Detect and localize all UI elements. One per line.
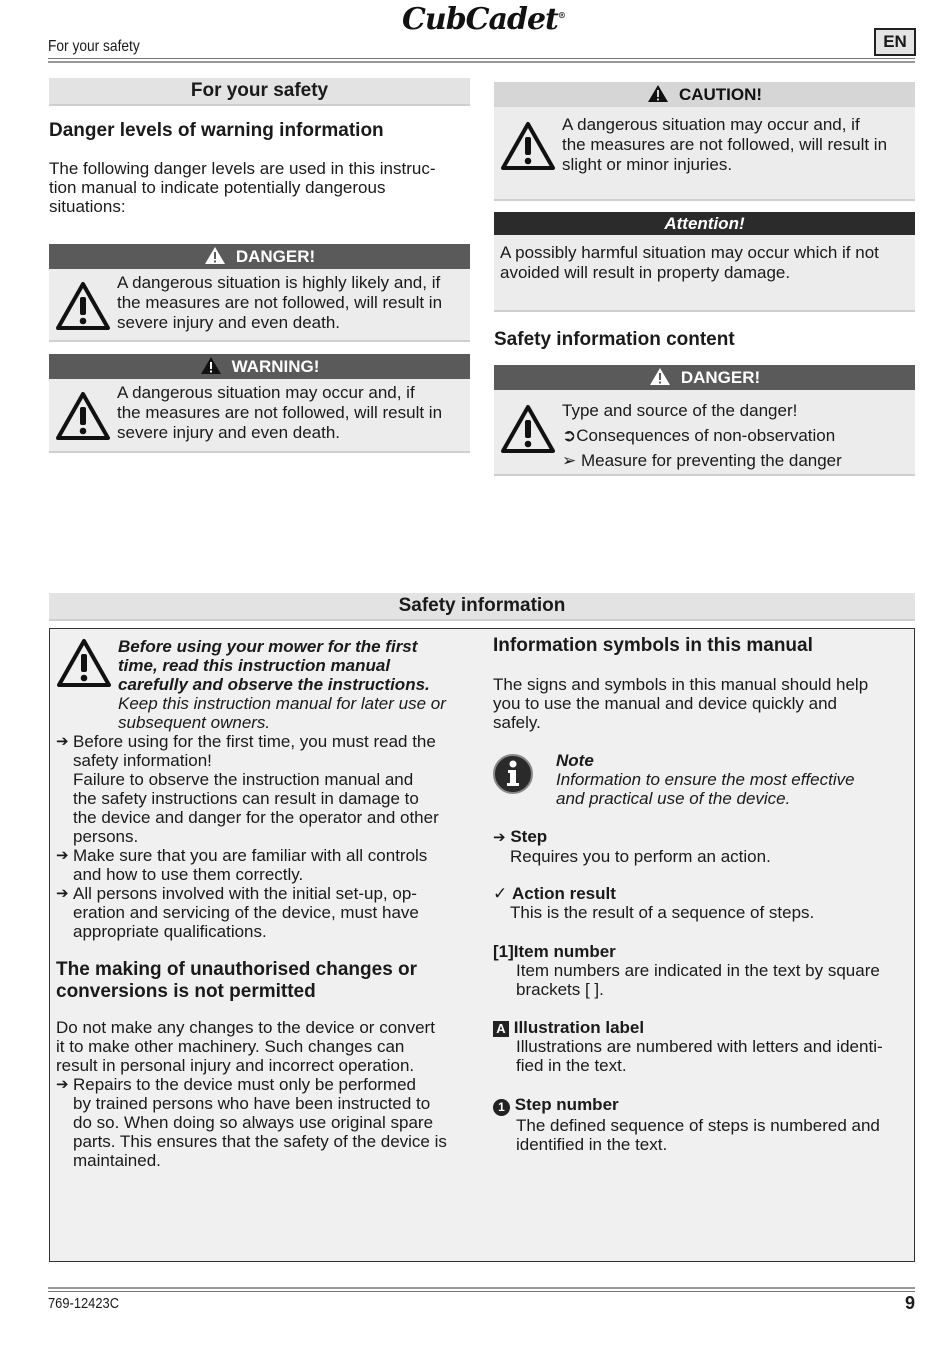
caution-line: slight or minor injuries. [562,155,733,174]
checkmark-icon: ✓ [493,884,508,903]
danger-content-text [562,398,842,473]
bullet-line: parts. This ensures that the safety of the device is [73,1132,447,1151]
heading-safety-information-content: Safety information content [494,329,735,350]
symbols-intro [493,675,908,732]
bullet-line: appropriate qualifications. [73,922,267,941]
safety-intro-italic-line: Keep this instruction manual for later use or [118,694,446,713]
bullet-line: eration and servicing of the device, must have [73,903,419,922]
intro-line: tion manual to indicate potentially dangerous [49,178,386,197]
safety-bullets [56,732,476,941]
bullet-line: Repairs to the device must only be performed [73,1075,417,1094]
warning-triangle-icon [56,638,112,688]
illustration-label-line: fied in the text. [516,1056,627,1075]
symbols-intro-line: safely. [493,713,541,732]
arrow-right-icon: ➔ [56,847,69,864]
step-number-line: identified in the text. [516,1135,668,1154]
illustration-label-title: Illustration label [513,1018,645,1037]
arrow-right-icon: ➔ [493,829,506,846]
section-bar-for-your-safety: For your safety [49,78,470,106]
consequence-arrow-icon: ➲ [562,426,577,445]
consequence-line [562,423,842,448]
bullet-line: do so. When doing so always use original spare [73,1113,434,1132]
danger-content-title: DANGER! [680,368,761,387]
danger-type-line: Type and source of the danger! [562,401,798,420]
changes-paragraph [56,1018,476,1170]
bullet-line: maintained. [73,1151,161,1170]
danger-line: A dangerous situation is highly likely and, if [117,273,441,292]
heading-danger-levels: Danger levels of warning information [49,120,384,141]
changes-line: result in personal injury and incorrect operation. [56,1056,415,1075]
caution-text [562,115,887,175]
brand-logo [402,2,565,37]
danger-line: severe injury and even death. [117,313,341,332]
bullet-line: Before using for the first time, you must read the [73,732,436,751]
bullet-line: by trained persons who have been instructed to [73,1094,431,1113]
warning-header [49,354,470,379]
bullet-line: persons. [73,827,139,846]
arrow-right-icon: ➔ [56,1076,69,1093]
attention-text [494,235,915,283]
safety-intro-bold-line: carefully and observe the instructions. [118,675,430,694]
bullet-line: and how to use them correctly. [73,865,304,884]
item-number-line: Item numbers are indicated in the text by square [516,961,880,980]
bullet-line: the safety instructions can result in damage to [73,789,419,808]
item-number-symbol: [1] [493,942,514,961]
step-title: Step [510,827,548,846]
danger-header [49,244,470,269]
note-line: and practical use of the device. [556,789,791,808]
changes-line: Do not make any changes to the device or convert [56,1018,435,1037]
document-number: 769-12423C [48,1295,120,1312]
warning-triangle-icon [500,121,556,171]
language-badge: EN [874,28,916,56]
bullet-item [56,732,476,846]
step-number-block [493,1095,913,1154]
danger-box [49,244,470,342]
attention-line: A possibly harmful situation may occur which if not [500,243,879,262]
safety-intro-italic-line: subsequent owners. [118,713,271,732]
illustration-label-block [493,1018,913,1075]
attention-box [494,212,915,312]
warning-triangle-icon [204,246,226,265]
warning-line: A dangerous situation may occur and, if [117,383,415,402]
item-number-title: Item number [513,942,616,961]
heading-unauthorised-changes [56,959,417,1003]
danger-line: the measures are not followed, will result in [117,293,443,312]
note-title: Note [556,751,594,770]
logo-registered-mark: ® [557,10,565,20]
danger-text [117,273,442,333]
note-block [556,751,906,808]
warning-line: severe injury and even death. [117,423,341,442]
warning-triangle-icon [647,84,669,103]
safety-intro-bold-line: Before using your mower for the first [118,637,418,656]
warning-text [117,383,442,443]
caution-line: the measures are not followed, will result in [562,135,888,154]
safety-intro-bold-line: time, read this instruction manual [118,656,391,675]
info-icon [492,753,534,795]
heading-information-symbols: Information symbols in this manual [493,635,813,656]
logo-text: CubCadet [402,2,558,37]
measure-text: Measure for preventing the danger [576,451,842,470]
bullet-line: safety information! [73,751,212,770]
item-number-block [493,942,908,999]
warning-triangle-icon [200,356,222,375]
step-number-icon: 1 [493,1099,510,1116]
warning-title: WARNING! [231,357,320,376]
bullet-line: All persons involved with the initial set-up, op- [73,884,417,903]
heading-line: The making of unauthorised changes or [56,959,418,980]
attention-header: Attention! [494,212,915,235]
measure-line [562,448,842,473]
section-bar-safety-information: Safety information [49,593,915,621]
arrow-right-icon: ➔ [56,885,69,902]
caution-title: CAUTION! [678,85,763,104]
header-rule [48,58,915,59]
step-block [493,827,908,866]
repair-bullet [56,1075,476,1170]
step-text: Requires you to perform an action. [510,847,771,866]
bullet-line: Failure to observe the instruction manual and [73,770,414,789]
header-rule-thick [48,61,915,63]
danger-title: DANGER! [235,247,316,266]
danger-content-header [494,365,915,390]
illustration-label-line: Illustrations are numbered with letters and identi- [516,1037,883,1056]
measure-arrow-icon: ➢ [562,451,577,470]
danger-content-box [494,365,915,476]
bullet-line: the device and danger for the operator and other [73,808,439,827]
intro-line: situations: [49,197,126,216]
page-number: 9 [904,1293,915,1313]
warning-triangle-icon [649,367,671,386]
footer-rule-thick [48,1287,915,1289]
arrow-right-icon: ➔ [56,733,69,750]
bullet-item [56,846,476,884]
warning-triangle-icon [55,391,111,441]
warning-triangle-icon [500,404,556,454]
caution-box [494,82,915,201]
note-line: Information to ensure the most effective [556,770,855,789]
heading-line: conversions is not permitted [56,981,316,1002]
action-result-title: Action result [511,884,616,903]
warning-box [49,354,470,453]
warning-line: the measures are not followed, will result in [117,403,443,422]
footer-rule [48,1291,915,1292]
header-section-title: For your safety [48,38,140,55]
attention-line: avoided will result in property damage. [500,263,791,282]
consequence-text: Consequences of non-observation [576,426,836,445]
illustration-label-icon: A [493,1021,509,1037]
bullet-line: Make sure that you are familiar with all controls [73,846,428,865]
symbols-intro-line: The signs and symbols in this manual should help [493,675,869,694]
intro-line: The following danger levels are used in this instruc- [49,159,436,178]
warning-triangle-icon [55,281,111,331]
step-number-title: Step number [514,1095,619,1114]
caution-header [494,82,915,107]
symbols-intro-line: you to use the manual and device quickly and [493,694,838,713]
safety-intro [118,637,478,732]
action-result-text: This is the result of a sequence of steps. [510,903,815,922]
caution-line: A dangerous situation may occur and, if [562,115,860,134]
intro-paragraph [49,159,474,216]
action-result-block [493,884,908,922]
changes-line: it to make other machinery. Such changes can [56,1037,405,1056]
step-number-line: The defined sequence of steps is numbered and [516,1116,880,1135]
bullet-item [56,884,476,941]
item-number-line: brackets [ ]. [516,980,604,999]
